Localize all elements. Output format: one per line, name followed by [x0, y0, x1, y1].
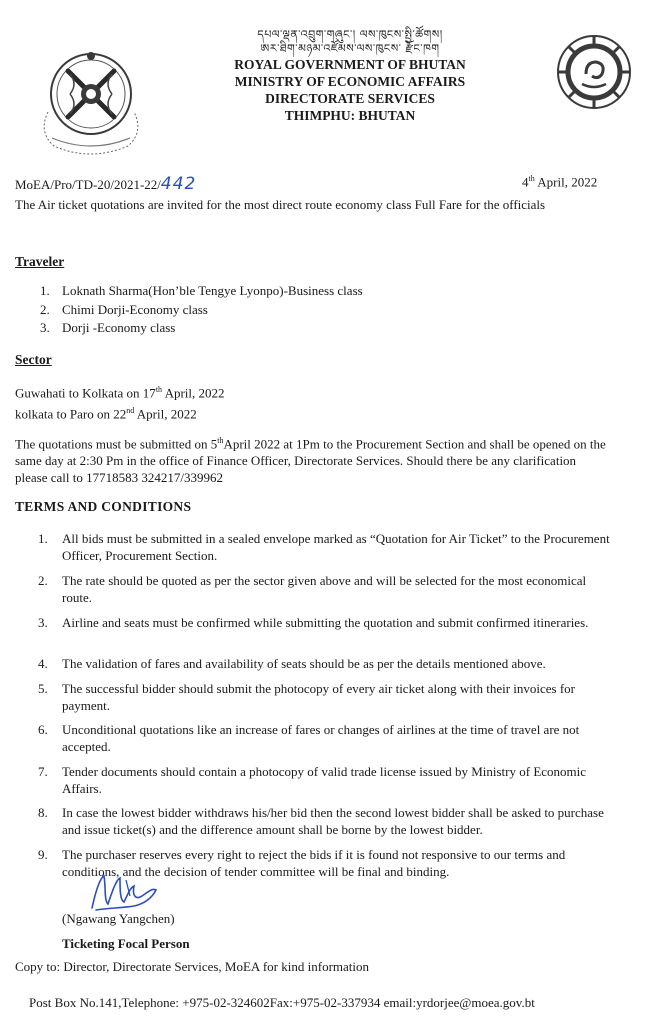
intro-paragraph: The Air ticket quotations are invited for the most direct route economy class Full Fare for the officials	[15, 197, 546, 212]
term-text: The rate should be quoted as per the sector given above and will be selected for the most economical route.	[62, 573, 587, 605]
traveler-heading: Traveler	[15, 254, 65, 269]
term-item	[38, 804, 610, 838]
term-item	[38, 655, 610, 672]
sector-line-1	[15, 381, 225, 402]
term-text: Unconditional quotations like an increase of fares or changes of airlines at the time of travel are not accepted.	[62, 722, 580, 754]
ordinal-suffix: th	[217, 436, 224, 445]
reference-handwritten: 442	[160, 174, 197, 194]
term-item	[38, 614, 610, 631]
ordinal-suffix: th	[155, 385, 163, 394]
term-text: All bids must be submitted in a sealed envelope marked as “Quotation for Air Ticket” to the Procurement Officer, Procurement Section.	[62, 531, 610, 563]
copy-to-line: Copy to: Director, Directorate Services, MoEA for kind information	[15, 959, 370, 974]
sector-line-text: kolkata to Paro on 22	[15, 406, 127, 422]
traveler-name: Chimi Dorji-Economy class	[62, 301, 208, 317]
letter-date	[522, 174, 597, 190]
location: THIMPHU: BHUTAN	[284, 108, 416, 123]
ordinal-suffix: nd	[126, 406, 135, 416]
term-item	[38, 572, 610, 606]
term-number: 2.	[38, 573, 48, 588]
bhutan-national-emblem-icon	[30, 42, 152, 160]
term-number: 9.	[38, 847, 48, 862]
sector-details	[15, 381, 225, 424]
ministry-logo-icon	[556, 30, 632, 114]
term-number: 5.	[38, 681, 48, 696]
list-item	[40, 301, 363, 320]
reference-number	[15, 174, 196, 194]
traveler-name: Loknath Sharma(Hon’ble Tengye Lyonpo)-Business class	[62, 283, 363, 298]
sector-line-text: April, 2022	[162, 385, 225, 401]
directorate-name: DIRECTORATE SERVICES	[265, 91, 435, 106]
sector-heading: Sector	[15, 352, 52, 367]
letterhead	[220, 28, 480, 124]
term-text: The validation of fares and availability of seats should be as per the details mentioned above.	[62, 656, 546, 671]
signer-title: Ticketing Focal Person	[62, 936, 190, 951]
submission-text: April 2022 at 1Pm to the Procurement Section and shall be opened on the same day at 2:30 Pm in the office of Finance Officer, Directorate Services. Should there be any clarification please call to 17718583 324217/339962	[15, 436, 606, 486]
signature-icon	[86, 870, 164, 914]
term-number: 8.	[38, 805, 48, 820]
term-text: The successful bidder should submit the photocopy of every air ticket along with their invoices for payment.	[62, 681, 576, 713]
traveler-name: Dorji -Economy class	[62, 320, 176, 335]
sector-line-2	[15, 402, 225, 423]
term-number: 4.	[38, 656, 48, 671]
term-number: 6.	[38, 722, 48, 737]
terms-heading: TERMS AND CONDITIONS	[15, 499, 192, 514]
date-suffix: th	[528, 174, 535, 183]
submission-text: The quotations must be submitted on 5	[15, 436, 218, 452]
list-number: 1.	[40, 283, 50, 298]
dzongkha-title-line1: དཔལ་ལྡན་འབྲུག་གཞུང་། ལས་ཁུངས་སྤྱི་ཚོགས།	[257, 28, 443, 41]
date-day: 4	[522, 174, 529, 190]
term-item	[38, 680, 610, 714]
term-number: 3.	[38, 615, 48, 630]
sector-line-text: Guwahati to Kolkata on 17	[15, 385, 156, 401]
traveler-list	[40, 282, 363, 338]
dzongkha-title-line2: ཨར་ཐིག་མཉམ་འཛོམས་ལས་ཁུངས་ རྫོང་ཁག	[260, 42, 440, 55]
list-number: 2.	[40, 301, 50, 317]
reference-printed: MoEA/Pro/TD-20/2021-22/	[15, 177, 161, 192]
list-number: 3.	[40, 320, 50, 335]
term-item	[38, 763, 610, 797]
term-number: 1.	[38, 531, 48, 546]
list-item	[40, 319, 363, 338]
footer-contact: Post Box No.141,Telephone: +975-02-324602Fax:+975-02-337934 email:yrdorjee@moea.gov.bt	[29, 995, 535, 1010]
term-item	[38, 530, 610, 564]
ministry-name: MINISTRY OF ECONOMIC AFFAIRS	[234, 74, 466, 89]
term-text: The purchaser reserves every right to reject the bids if it is found not responsive to our terms and conditions, and the decision of tender committee will be final and binding.	[62, 847, 566, 879]
term-text: Airline and seats must be confirmed while submitting the quotation and submit confirmed itineraries.	[62, 615, 589, 630]
term-item	[38, 721, 610, 755]
government-name: ROYAL GOVERNMENT OF BHUTAN	[234, 57, 466, 72]
term-text: In case the lowest bidder withdraws his/her bid then the second lowest bidder shall be asked to purchase and issue ticket(s) and the difference amount shall be borne by the lowest bidder.	[62, 805, 604, 837]
signer-name: (Ngawang Yangchen)	[62, 911, 175, 926]
submission-paragraph	[15, 432, 610, 486]
sector-line-text: April, 2022	[134, 406, 197, 422]
term-text: Tender documents should contain a photocopy of valid trade license issued by Ministry of Economic Affairs.	[62, 764, 587, 796]
date-rest: April, 2022	[534, 174, 598, 190]
list-item	[40, 282, 363, 301]
term-number: 7.	[38, 764, 48, 779]
